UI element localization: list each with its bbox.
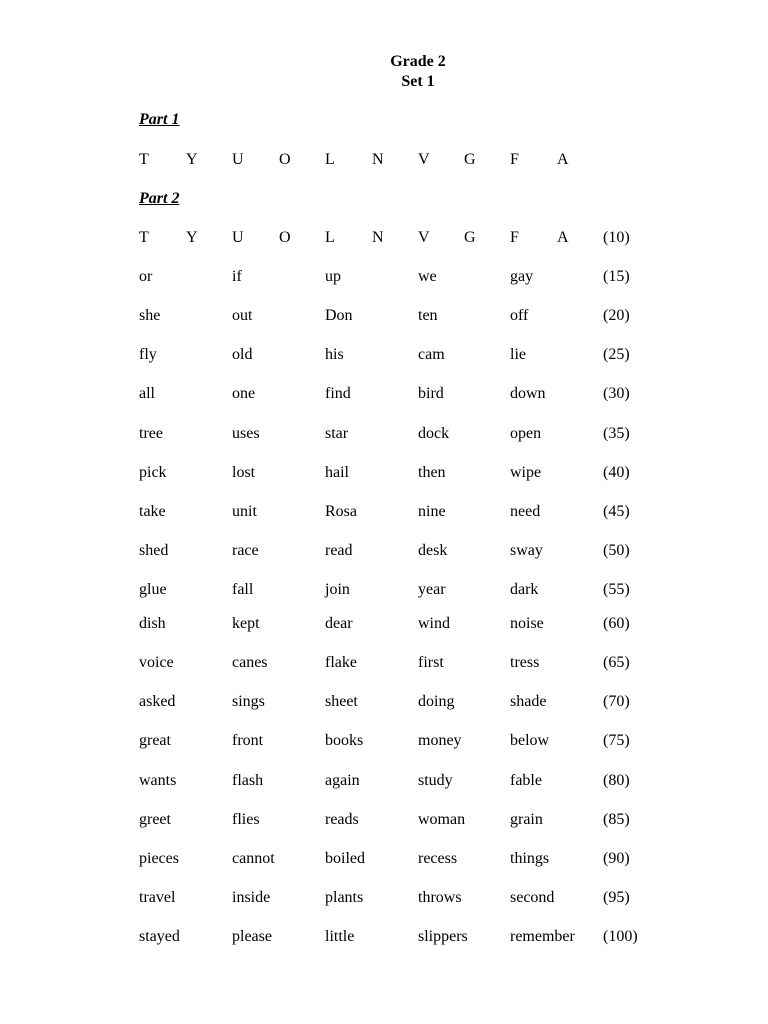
word-row: [0, 692, 768, 712]
word: old: [232, 346, 253, 363]
part-1-heading: Part 1: [139, 111, 180, 128]
letter: U: [232, 151, 244, 168]
word: race: [232, 542, 259, 559]
word: nine: [418, 503, 446, 520]
word: if: [232, 268, 242, 285]
word: open: [510, 425, 542, 442]
word: wants: [139, 772, 177, 789]
word: year: [418, 581, 446, 598]
set-title: Set 1: [401, 73, 435, 90]
word: sings: [232, 693, 265, 710]
word: boiled: [325, 850, 365, 867]
word: money: [418, 732, 462, 749]
word: woman: [418, 811, 466, 828]
word: dock: [418, 425, 450, 442]
word: cam: [418, 346, 445, 363]
word-row: [0, 927, 768, 947]
word-row: [0, 810, 768, 830]
word: doing: [418, 693, 455, 710]
letter: N: [372, 151, 384, 168]
word-row: [0, 731, 768, 751]
letter: L: [325, 229, 335, 246]
word: bird: [418, 385, 444, 402]
letter: L: [325, 151, 335, 168]
word: asked: [139, 693, 176, 710]
word: then: [418, 464, 446, 481]
word: out: [232, 307, 253, 324]
word-row: [0, 345, 768, 365]
word: please: [232, 928, 272, 945]
letter: F: [510, 151, 519, 168]
word: gay: [510, 268, 534, 285]
word-row: [0, 502, 768, 522]
word-row: [0, 463, 768, 483]
word: tress: [510, 654, 540, 671]
letter: Y: [186, 151, 198, 168]
letter: A: [557, 151, 569, 168]
word: or: [139, 268, 153, 285]
word: read: [325, 542, 353, 559]
word: sheet: [325, 693, 358, 710]
word: remember: [510, 928, 575, 945]
word: shed: [139, 542, 169, 559]
word: take: [139, 503, 166, 520]
letter: O: [279, 151, 291, 168]
cumulative-score: (70): [603, 693, 630, 710]
letter: G: [464, 229, 476, 246]
letter: V: [418, 151, 430, 168]
word: throws: [418, 889, 462, 906]
word: find: [325, 385, 351, 402]
word: things: [510, 850, 550, 867]
word: books: [325, 732, 364, 749]
word-row: [0, 653, 768, 673]
word: slippers: [418, 928, 468, 945]
word: greet: [139, 811, 171, 828]
word: kept: [232, 615, 260, 632]
word: wind: [418, 615, 450, 632]
word: fable: [510, 772, 542, 789]
cumulative-score: (85): [603, 811, 630, 828]
word: uses: [232, 425, 260, 442]
word: recess: [418, 850, 458, 867]
word: need: [510, 503, 541, 520]
grade-title: Grade 2: [390, 53, 446, 70]
word: we: [418, 268, 437, 285]
word: dark: [510, 581, 539, 598]
cumulative-score: (100): [603, 928, 638, 945]
word: sway: [510, 542, 543, 559]
word: canes: [232, 654, 268, 671]
word: up: [325, 268, 341, 285]
part-1-letter-row: [0, 150, 768, 170]
word: join: [325, 581, 350, 598]
word: again: [325, 772, 360, 789]
word: she: [139, 307, 161, 324]
word: dish: [139, 615, 166, 632]
cumulative-score: (95): [603, 889, 630, 906]
word: stayed: [139, 928, 180, 945]
word: reads: [325, 811, 359, 828]
part-2-heading: Part 2: [139, 190, 180, 207]
word: flies: [232, 811, 260, 828]
cumulative-score: (90): [603, 850, 630, 867]
word: inside: [232, 889, 271, 906]
word: front: [232, 732, 264, 749]
word: Don: [325, 307, 353, 324]
word: pieces: [139, 850, 179, 867]
letter: T: [139, 151, 149, 168]
word: first: [418, 654, 444, 671]
part-2-letter-row: [0, 228, 768, 248]
word: off: [510, 307, 529, 324]
word: wipe: [510, 464, 542, 481]
word: star: [325, 425, 349, 442]
word: ten: [418, 307, 438, 324]
cumulative-score: (50): [603, 542, 630, 559]
word: tree: [139, 425, 163, 442]
word: noise: [510, 615, 544, 632]
word: lie: [510, 346, 526, 363]
word-row: [0, 580, 768, 600]
word: all: [139, 385, 155, 402]
word: travel: [139, 889, 176, 906]
word: grain: [510, 811, 543, 828]
word: below: [510, 732, 550, 749]
word-row: [0, 541, 768, 561]
word: great: [139, 732, 171, 749]
letter: G: [464, 151, 476, 168]
word: fall: [232, 581, 254, 598]
letter: T: [139, 229, 149, 246]
letter: Y: [186, 229, 198, 246]
word: lost: [232, 464, 256, 481]
cumulative-score: (10): [603, 229, 630, 246]
word-row: [0, 306, 768, 326]
letter: N: [372, 229, 384, 246]
cumulative-score: (15): [603, 268, 630, 285]
letter: F: [510, 229, 519, 246]
word: Rosa: [325, 503, 357, 520]
word: shade: [510, 693, 547, 710]
word-row: [0, 888, 768, 908]
letter: V: [418, 229, 430, 246]
word: flash: [232, 772, 264, 789]
word: voice: [139, 654, 174, 671]
word-row: [0, 771, 768, 791]
cumulative-score: (40): [603, 464, 630, 481]
cumulative-score: (25): [603, 346, 630, 363]
word: hail: [325, 464, 349, 481]
word-row: [0, 849, 768, 869]
cumulative-score: (30): [603, 385, 630, 402]
cumulative-score: (75): [603, 732, 630, 749]
word: pick: [139, 464, 167, 481]
cumulative-score: (35): [603, 425, 630, 442]
word: unit: [232, 503, 257, 520]
word: dear: [325, 615, 353, 632]
cumulative-score: (20): [603, 307, 630, 324]
letter: U: [232, 229, 244, 246]
word: his: [325, 346, 344, 363]
word: down: [510, 385, 546, 402]
word-row: [0, 424, 768, 444]
letter: O: [279, 229, 291, 246]
word: cannot: [232, 850, 275, 867]
word-row: [0, 384, 768, 404]
word: flake: [325, 654, 357, 671]
letter: A: [557, 229, 569, 246]
word-row: [0, 614, 768, 634]
word: one: [232, 385, 256, 402]
word: plants: [325, 889, 364, 906]
word: fly: [139, 346, 157, 363]
word: desk: [418, 542, 448, 559]
word: glue: [139, 581, 167, 598]
word: study: [418, 772, 453, 789]
cumulative-score: (55): [603, 581, 630, 598]
word: little: [325, 928, 355, 945]
word-row: [0, 267, 768, 287]
cumulative-score: (80): [603, 772, 630, 789]
cumulative-score: (65): [603, 654, 630, 671]
cumulative-score: (60): [603, 615, 630, 632]
word: second: [510, 889, 555, 906]
cumulative-score: (45): [603, 503, 630, 520]
